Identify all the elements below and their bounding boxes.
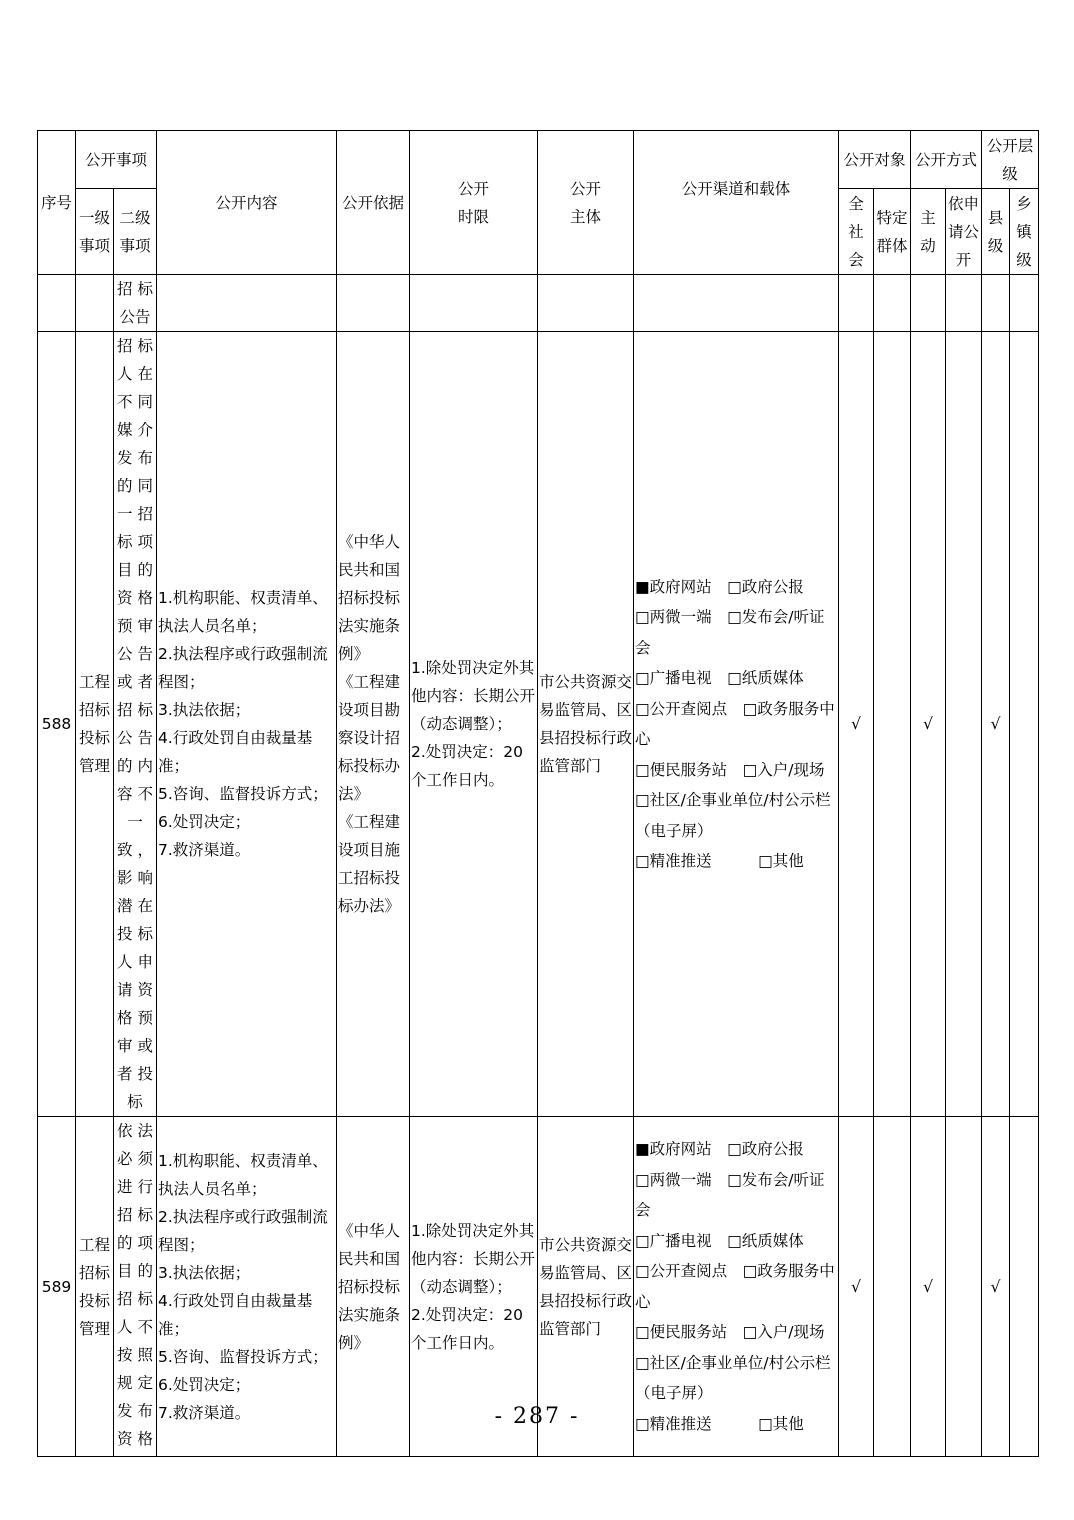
header-seq: 序号 — [38, 131, 76, 275]
header-all-society: 全 社 会 — [839, 189, 874, 275]
cell-seq — [38, 275, 76, 332]
header-deadline: 公开 时限 — [410, 131, 538, 275]
header-level1: 一级 事项 — [76, 189, 114, 275]
cell-deadline — [410, 275, 538, 332]
header-township: 乡 镇 级 — [1010, 189, 1039, 275]
cell-township — [1010, 332, 1039, 1117]
cell-subject: 市公共资源交易监管局、区县招投标行政监管部门 — [538, 332, 634, 1117]
header-subject: 公开 主体 — [538, 131, 634, 275]
cell-deadline: 1.除处罚决定外其他内容：长期公开（动态调整）； 2.处罚决定：20个工作日内。 — [410, 1117, 538, 1457]
cell-basis: 《中华人民共和国招标投标法实施条例》 — [337, 1117, 410, 1457]
table-row — [38, 275, 1039, 332]
header-row-1 — [38, 131, 1039, 189]
cell-specific-group — [874, 332, 911, 1117]
cell-subject — [538, 275, 634, 332]
header-layer: 公开层 级 — [982, 131, 1039, 189]
header-items: 公开事项 — [76, 131, 157, 189]
cell-level1: 工程 招标 投标 管理 — [76, 1117, 114, 1457]
cell-level2: 招 标 人 在 不 同 媒 介 发 布 的 同 一 招 标 项 目 的 资 格 预 审 公 告 或 者 招 标 公 告 的 内 容 不 一 致 ， 影 响 潜 在 投 标 人 申 请 资 格 预 审 或 者 投 标 — [114, 332, 157, 1117]
cell-county — [982, 275, 1010, 332]
cell-all-society — [839, 275, 874, 332]
page-number: - 287 - — [494, 1404, 580, 1429]
cell-seq: 589 — [38, 1117, 76, 1457]
cell-level2: 招 标 公告 — [114, 275, 157, 332]
cell-level1: 工程 招标 投标 管理 — [76, 332, 114, 1117]
header-method: 公开方式 — [911, 131, 982, 189]
header-specific-group: 特定 群体 — [874, 189, 911, 275]
header-content: 公开内容 — [157, 131, 337, 275]
cell-specific-group — [874, 275, 911, 332]
cell-county: √ — [982, 332, 1010, 1117]
cell-active: √ — [911, 332, 946, 1117]
header-basis: 公开依据 — [337, 131, 410, 275]
disclosure-table — [37, 130, 1039, 1457]
header-on-request: 依申 请公 开 — [946, 189, 982, 275]
cell-seq: 588 — [38, 332, 76, 1117]
cell-content: 1.机构职能、权责清单、执法人员名单； 2.执法程序或行政强制流程图； 3.执法依据； 4.行政处罚自由裁量基准； 5.咨询、监督投诉方式； 6.处罚决定； 7.救济渠道。 — [157, 332, 337, 1117]
cell-channel: ■政府网站 □政府公报 □两微一端 □发布会/听证会 □广播电视 □纸质媒体 □公开查阅点 □政务服务中心 □便民服务站 □入户/现场 □社区/企事业单位/村公示栏（电子屏） □精准推送 □其他 — [634, 332, 839, 1117]
cell-channel — [634, 275, 839, 332]
cell-all-society: √ — [839, 1117, 874, 1457]
cell-subject: 市公共资源交易监管局、区县招投标行政监管部门 — [538, 1117, 634, 1457]
header-level2: 二级 事项 — [114, 189, 157, 275]
cell-content — [157, 275, 337, 332]
cell-level1 — [76, 275, 114, 332]
cell-content: 1.机构职能、权责清单、执法人员名单； 2.执法程序或行政强制流程图； 3.执法依据； 4.行政处罚自由裁量基准； 5.咨询、监督投诉方式； 6.处罚决定； 7.救济渠道。 — [157, 1117, 337, 1457]
cell-level2: 依 法 必 须 进 行 招 标 的 项 目 的 招 标 人 不 按 照 规 定 发 布 资 格 — [114, 1117, 157, 1457]
header-active: 主 动 — [911, 189, 946, 275]
cell-active: √ — [911, 1117, 946, 1457]
cell-deadline: 1.除处罚决定外其他内容：长期公开（动态调整）； 2.处罚决定：20个工作日内。 — [410, 332, 538, 1117]
cell-basis: 《中华人民共和国招标投标法实施条例》 《工程建设项目勘察设计招标投标办法》 《工程建设项目施工招标投标办法》 — [337, 332, 410, 1117]
header-county: 县 级 — [982, 189, 1010, 275]
cell-channel: ■政府网站 □政府公报 □两微一端 □发布会/听证会 □广播电视 □纸质媒体 □公开查阅点 □政务服务中心 □便民服务站 □入户/现场 □社区/企事业单位/村公示栏（电子屏） □精准推送 □其他 — [634, 1117, 839, 1457]
cell-all-society: √ — [839, 332, 874, 1117]
header-channel: 公开渠道和载体 — [634, 131, 839, 275]
table-row — [38, 332, 1039, 1117]
cell-on-request — [946, 275, 982, 332]
cell-basis — [337, 275, 410, 332]
cell-on-request — [946, 332, 982, 1117]
header-target: 公开对象 — [839, 131, 911, 189]
cell-active — [911, 275, 946, 332]
cell-county: √ — [982, 1117, 1010, 1457]
cell-township — [1010, 275, 1039, 332]
